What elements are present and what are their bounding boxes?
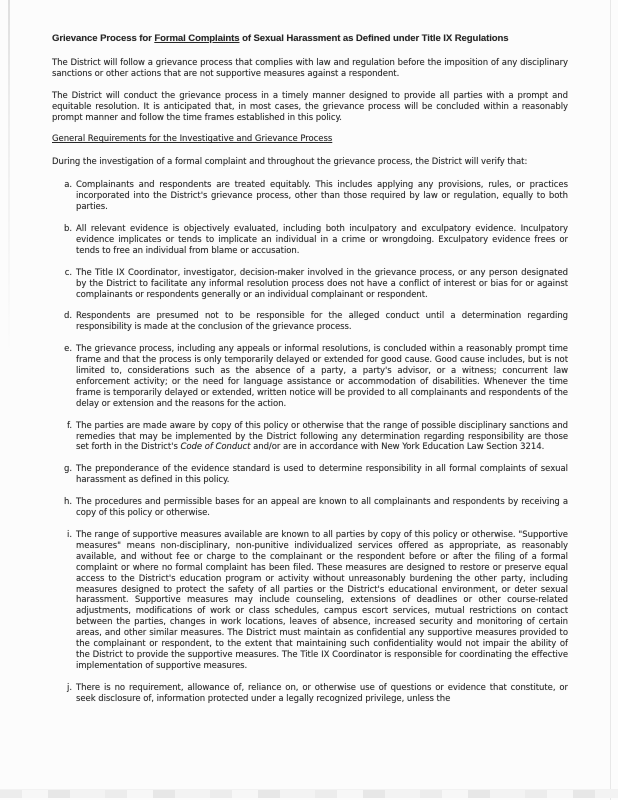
list-item-a [52,180,568,213]
item-text: The preponderance of the evidence standard is used to determine responsibility in all formal complaints of sexual harassment as defined in this policy. [76,464,568,486]
list-intro: During the investigation of a formal complaint and throughout the grievance process, the District will verify that: [52,157,528,168]
item-text-post: and/or are in accordance with New York Education Law Section 3214. [250,442,545,453]
list-item-h [52,497,568,519]
scan-edge-left [8,0,10,420]
item-letter: j. [67,682,72,693]
item-letter: c. [64,267,72,278]
item-text: The grievance process, including any appeals or informal resolutions, is concluded within a reasonably prompt time frame and that the process is only temporarily delayed or extended for good cause. Good cause includes, but is not limited to, considerations such as the absence of a party, a party's advisor, or a witness; concurrent law enforcement activity; or the need for language assistance or accommodation of disabilities. Whenever the time frame is temporarily delayed or extended, written notice will be provided to all complainants and respondents of the delay or extension and the reasons for the action. [76,344,568,409]
item-text: Complainants and respondents are treated equitably. This includes applying any provisions, rules, or practices incorporated into the District's grievance process, other than those required by law or regulation, equally to both parties. [76,180,568,213]
doc-title-post: of Sexual Harassment as Defined under Title IX Regulations [239,33,509,44]
section-heading: General Requirements for the Investigative and Grievance Process [52,134,333,145]
intro-paragraph-2: The District will conduct the grievance process in a timely manner designed to provide all parties with a prompt and equitable resolution. It is anticipated that, in most cases, the grievance process will be concluded within a reasonably prompt manner and follow the time frames established in this policy. [52,90,568,123]
document-content [52,34,568,716]
list-item-f [52,421,568,454]
item-text: The procedures and permissible bases for an appeal are known to all complainants and respondents by receiving a copy of this policy or otherwise. [76,497,568,519]
item-text: There is no requirement, allowance of, reliance on, or otherwise use of questions or evidence that constitute, or seek disclosure of, information protected under a legally recognized privilege, unless the [76,682,568,704]
item-letter: b. [64,223,72,234]
item-letter: f. [67,420,72,431]
item-letter: h. [64,497,72,508]
item-letter: g. [64,464,72,475]
list-item-b [52,224,568,257]
item-letter: e. [64,344,72,355]
doc-title [52,34,568,45]
item-letter: i. [67,530,72,540]
doc-title-underlined-phrase: Formal Complaints [154,33,240,44]
list-item-e [52,344,568,409]
list-item-i [52,530,568,672]
item-text: Respondents are presumed not to be responsible for the alleged conduct until a determination regarding responsibility is made at the conclusion of the grievance process. [76,311,568,333]
list-item-d [52,311,568,333]
item-letter: a. [64,180,72,191]
item-text: All relevant evidence is objectively evaluated, including both inculpatory and exculpatory evidence. Inculpatory evidence implicates or tends to implicate an individual in a crime or wrongdoing. Exculpatory evidence frees or tends to free an individual from blame or accusation. [76,223,568,256]
scan-bottom-band [0,789,618,798]
intro-paragraph-1: The District will follow a grievance process that complies with law and regulation before the imposition of any disciplinary sanctions or other actions that are not supportive measures against a respondent. [52,57,568,79]
item-text: The Title IX Coordinator, investigator, decision-maker involved in the grievance process, or any person designated by the District to facilitate any informal resolution process does not have a conflict of interest or bias for or against complainants or respondents generally or an individual complainant or respondent. [76,267,568,300]
list-item-j [52,683,568,705]
list-item-c [52,268,568,301]
item-text-pre: The parties are made aware by copy of this policy or otherwise that the range of possible disciplinary sanctions and remedies that may be implemented by the District following any determination regarding responsibility are those set forth in the District's [76,420,568,453]
list-item-g [52,464,568,486]
scan-edge-right [610,0,611,800]
item-text-italic-code-of-conduct: Code of Conduct [180,442,251,453]
item-letter: d. [64,311,72,322]
item-text: The range of supportive measures available are known to all parties by copy of this policy or otherwise. "Supportive measures" means non-disciplinary, non-punitive individualized services offered as appropriate, as reasonably available, and without fee or charge to the complainant or the respondent before or after the filing of a formal complaint or where no formal complaint has been filed. These measures are designed to restore or preserve equal access to the District's education program or activity without unreasonably burdening the other party, including measures designed to protect the safety of all parties or the District's educational environment, or deter sexual harassment. Supportive measures may include counseling, extensions of deadlines or other course-related adjustments, modifications of work or class schedules, campus escort services, mutual restrictions on contact between the parties, changes in work locations, leaves of absence, increased security and monitoring of certain areas, and other similar measures. The District must maintain as confidential any supportive measures provided to the complainant or respondent, to the extent that maintaining such confidentiality would not impair the ability of the District to provide the supportive measures. The Title IX Coordinator is responsible for coordinating the effective implementation of supportive measures. [76,530,568,671]
doc-title-pre: Grievance Process for [52,33,155,44]
